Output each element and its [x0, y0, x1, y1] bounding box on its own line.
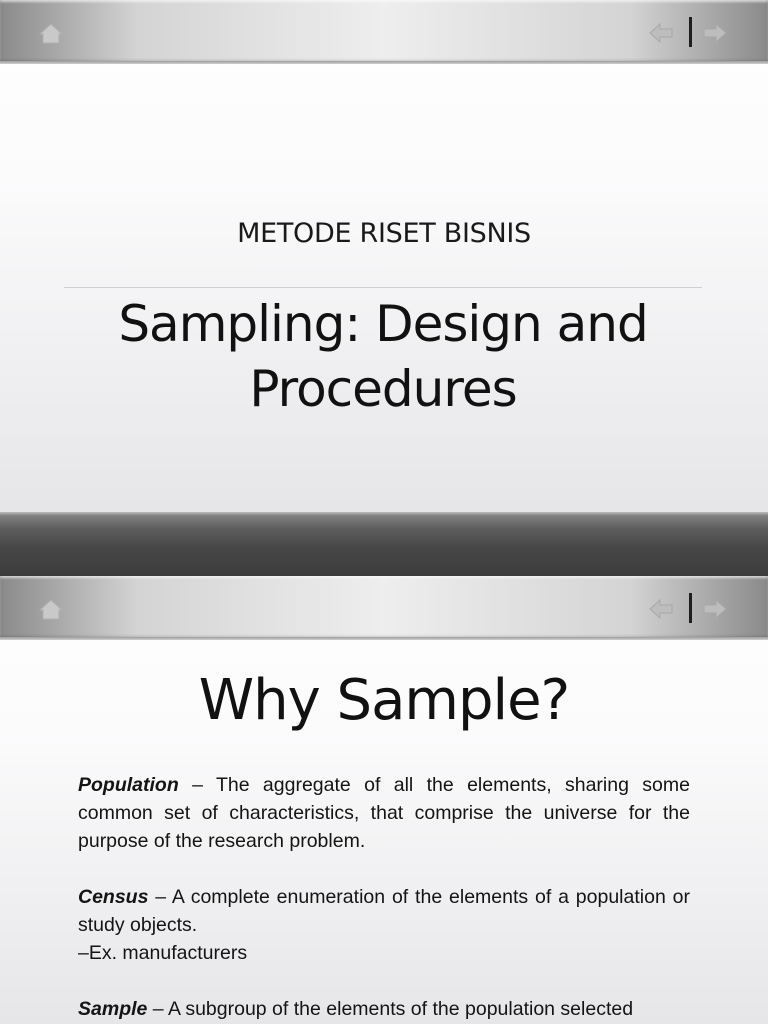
slide-separator [0, 512, 768, 576]
home-icon [38, 596, 64, 622]
previous-slide-button[interactable] [648, 596, 674, 622]
nav-separator [689, 17, 692, 47]
nav-separator [689, 593, 692, 623]
definition-text: – A complete enumeration of the elements of a population or study objects. [78, 886, 690, 936]
arrow-left-icon [648, 596, 674, 622]
previous-slide-button[interactable] [648, 20, 674, 46]
arrow-right-icon [702, 20, 728, 46]
slide-body [78, 771, 690, 1024]
definition-term: Population [78, 774, 179, 796]
definition-term: Sample [78, 998, 148, 1020]
arrow-right-icon [702, 596, 728, 622]
definition-population [78, 771, 690, 855]
slide-2 [0, 576, 768, 1024]
course-title: METODE RISET BISNIS [237, 218, 531, 249]
title-divider [64, 287, 702, 288]
definition-note: –Ex. manufacturers [78, 942, 248, 964]
definition-term: Census [78, 886, 149, 908]
slide-title-line-1: Sampling: Design and [118, 295, 648, 353]
slide-title-line-2: Procedures [249, 360, 517, 418]
slide-title: Why Sample? [198, 668, 570, 733]
definition-census [78, 883, 690, 967]
next-slide-button[interactable] [702, 596, 728, 622]
home-button[interactable] [38, 20, 64, 46]
definition-sample [78, 995, 690, 1023]
home-button[interactable] [38, 596, 64, 622]
arrow-left-icon [648, 20, 674, 46]
home-icon [38, 20, 64, 46]
next-slide-button[interactable] [702, 20, 728, 46]
definition-text: – The aggregate of all the elements, sharing some common set of characteristics, that comprise the universe for the purpose of the research problem. [78, 774, 690, 852]
slide-toolbar [0, 0, 768, 64]
definition-text: – A subgroup of the elements of the population selected [147, 998, 634, 1020]
slide-toolbar [0, 576, 768, 640]
slide-title [64, 292, 702, 422]
